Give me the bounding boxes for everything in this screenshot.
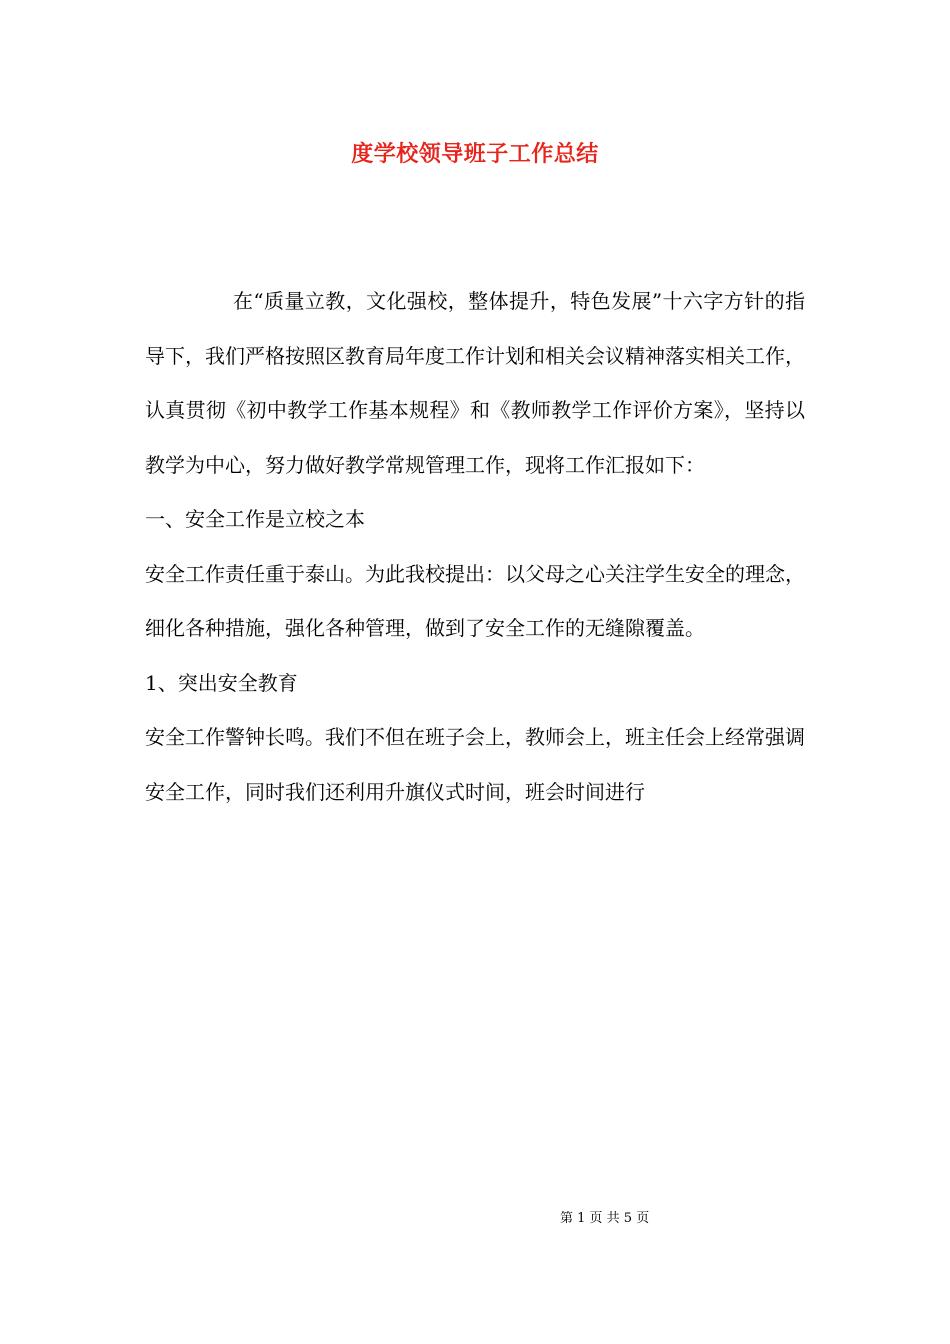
document-body	[145, 274, 805, 819]
document-title: 度学校领导班子工作总结	[351, 141, 599, 167]
subsection-heading: 1、突出安全教育	[145, 670, 298, 695]
intro-paragraph: 在“质量立教，文化强校，整体提升，特色发展”十六字方针的指导下，我们严格按照区教育局年度工作计划和相关会议精神落实相关工作，认真贯彻《初中教学工作基本规程》和《教师教学工作评价方案》，坚持以教学为中心，努力做好教学常规管理工作，现将工作汇报如下：	[145, 289, 805, 477]
page-number: 第 1 页 共 5 页	[560, 1211, 650, 1226]
section-heading: 一、安全工作是立校之本	[145, 507, 365, 531]
section-paragraph: 安全工作责任重于泰山。为此我校提出：以父母之心关注学生安全的理念，细化各种措施，强化各种管理，做到了安全工作的无缝隙覆盖。	[145, 561, 805, 640]
subsection-paragraph: 安全工作警钟长鸣。我们不但在班子会上，教师会上，班主任会上经常强调安全工作，同时我们还利用升旗仪式时间，班会时间进行	[145, 725, 805, 804]
